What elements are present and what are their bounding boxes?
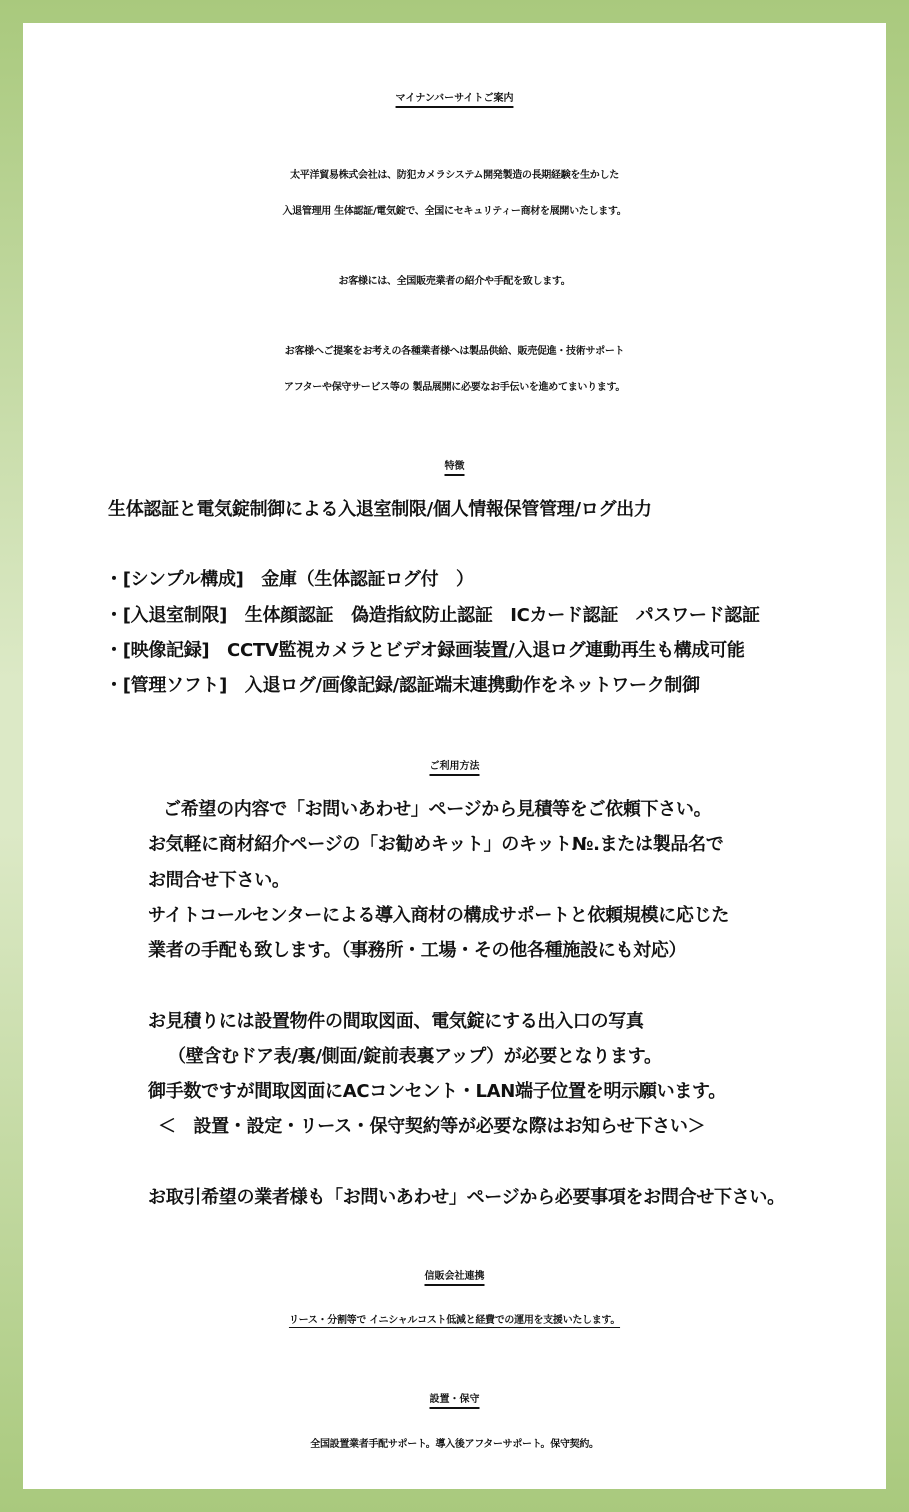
features-heading: 特徴	[444, 461, 465, 472]
usage-line: 御手数ですが間取図面にACコンセント・LAN端子位置を明示願います。	[148, 1081, 726, 1102]
usage-line: サイトコールセンターによる導入商材の構成サポートと依頼規模に応じた	[148, 905, 730, 926]
usage-line: お問合せ下さい。	[148, 870, 290, 891]
usage-line: （壁含むドア表/裏/側面/錠前表裏アップ）が必要となります。	[168, 1046, 662, 1067]
usage-line: お取引希望の業者様も「お問いあわせ」ページから必要事項をお問合せ下さい。	[148, 1187, 785, 1208]
credit-heading: 信販会社連携	[424, 1271, 485, 1282]
feature-item-video-recording: ・[映像記録] CCTV監視カメラとビデオ録画装置/入退ログ連動再生も構成可能	[105, 640, 745, 661]
feature-item-simple: ・[シンプル構成] 金庫（生体認証ログ付 ）	[105, 569, 474, 590]
usage-line: ご希望の内容で「お問いあわせ」ページから見積等をご依頼下さい。	[163, 799, 712, 820]
usage-line: ＜ 設置・設定・リース・保守契約等が必要な際はお知らせ下さい＞	[158, 1116, 706, 1137]
usage-heading: ご利用方法	[429, 761, 480, 772]
intro-paragraph-3-line-2: アフターや保守サービス等の 製品展開に必要なお手伝いを進めてまいります。	[283, 382, 626, 393]
usage-line: 業者の手配も致します。（事務所・工場・その他各種施設にも対応）	[148, 940, 687, 961]
feature-item-access-control: ・[入退室制限] 生体顔認証 偽造指紋防止認証 ICカード認証 パスワード認証	[105, 605, 760, 626]
features-summary: 生体認証と電気錠制御による入退室制限/個人情報保管管理/ログ出力	[108, 499, 652, 520]
feature-item-management-software: ・[管理ソフト] 入退ログ/画像記録/認証端末連携動作をネットワーク制御	[105, 675, 700, 696]
intro-paragraph-1-line-2: 入退管理用 生体認証/電気錠で、全国にセキュリティー商材を展開いたします。	[282, 206, 627, 217]
intro-paragraph-1-line-1: 太平洋貿易株式会社は、防犯カメラシステム開発製造の長期経験を生かした	[290, 170, 619, 181]
intro-paragraph-3-line-1: お客様へご提案をお考えの各種業者様へは製品供給、販売促進・技術サポート	[284, 346, 625, 357]
usage-line: お気軽に商材紹介ページの「お勧めキット」のキット№.または製品名で	[148, 834, 724, 855]
page-title: マイナンバーサイトご案内	[395, 93, 514, 104]
install-text: 全国設置業者手配サポート。導入後アフターサポート。保守契約。	[310, 1439, 599, 1450]
usage-line: お見積りには設置物件の間取図面、電気錠にする出入口の写真	[148, 1011, 644, 1032]
credit-text: リース・分割等で イニシャルコスト低減と経費での運用を支援いたします。	[288, 1315, 621, 1326]
install-heading: 設置・保守	[429, 1394, 480, 1405]
intro-paragraph-2: お客様には、全国販売業者の紹介や手配を致します。	[338, 276, 571, 287]
